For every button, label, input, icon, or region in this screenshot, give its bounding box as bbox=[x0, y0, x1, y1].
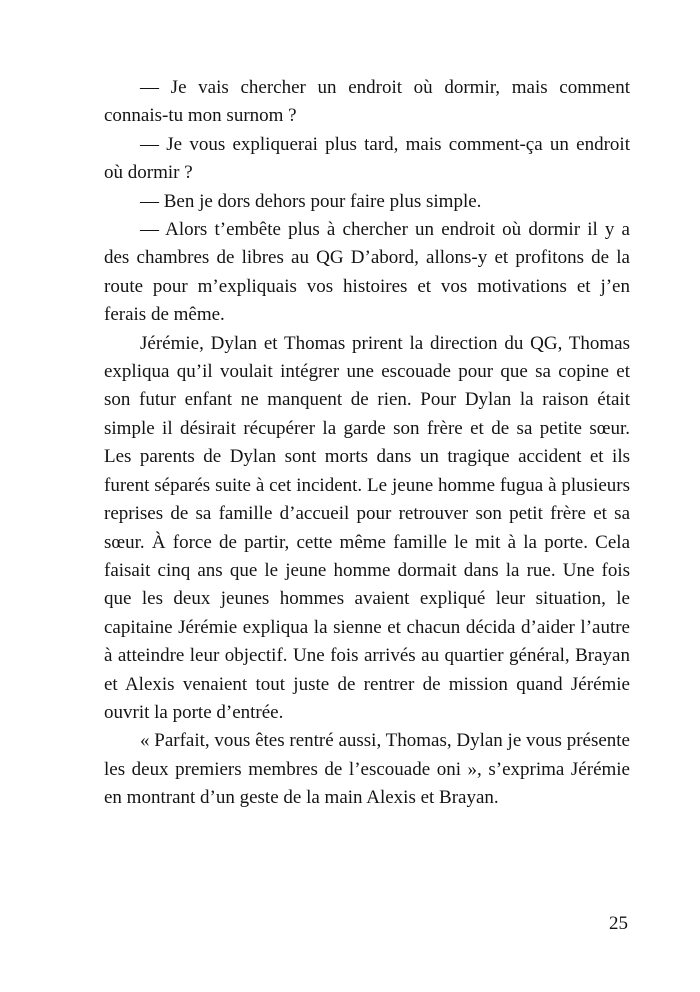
paragraph: — Ben je dors dehors pour faire plus simple. bbox=[140, 190, 482, 212]
paragraph: — Je vais chercher un endroit où dormir, mais comment connais-tu mon surnom ? bbox=[104, 77, 630, 127]
paragraph: — Alors t’embête plus à chercher un endroit où dormir il y a des chambres de libres au QG D’abord, allons-y et profitons de la route pour m’expliquais vos histoires et vos motivations et j’en ferais de même. bbox=[104, 219, 630, 326]
page-number: 25 bbox=[609, 913, 628, 934]
paragraph: — Je vous expliquerai plus tard, mais comment-ça un endroit où dormir ? bbox=[104, 133, 630, 184]
body-text bbox=[104, 74, 630, 813]
paragraph: Jérémie, Dylan et Thomas prirent la direction du QG, Thomas expliqua qu’il voulait intégrer une escouade pour que sa copine et son futur enfant ne manquent de rien. Pour Dylan la raison était simple il désirait récupérer la garde son frère et de sa petite sœur. Les parents de Dylan sont morts dans un tragique accident et ils furent séparés suite à cet incident. Le jeune homme fugua à plusieurs reprises de sa famille d’accueil pour retrouver son petit frère et sa sœur. À force de partir, cette même famille le mit à la porte. Cela faisait cinq ans que le jeune homme dormait dans la rue. Une fois que les deux jeunes hommes avaient expliqué leur situation, le capitaine Jérémie expliqua la sienne et chacun décida d’aider l’autre à atteindre leur objectif. Une fois arrivés au quartier général, Brayan et Alexis venaient tout juste de rentrer de mission quand Jérémie ouvrit la porte d’entrée. bbox=[104, 332, 630, 723]
paragraph: « Parfait, vous êtes rentré aussi, Thomas, Dylan je vous présente les deux premiers membres de l’escouade oni », s’exprima Jérémie en montrant d’un geste de la main Alexis et Brayan. bbox=[104, 730, 630, 809]
